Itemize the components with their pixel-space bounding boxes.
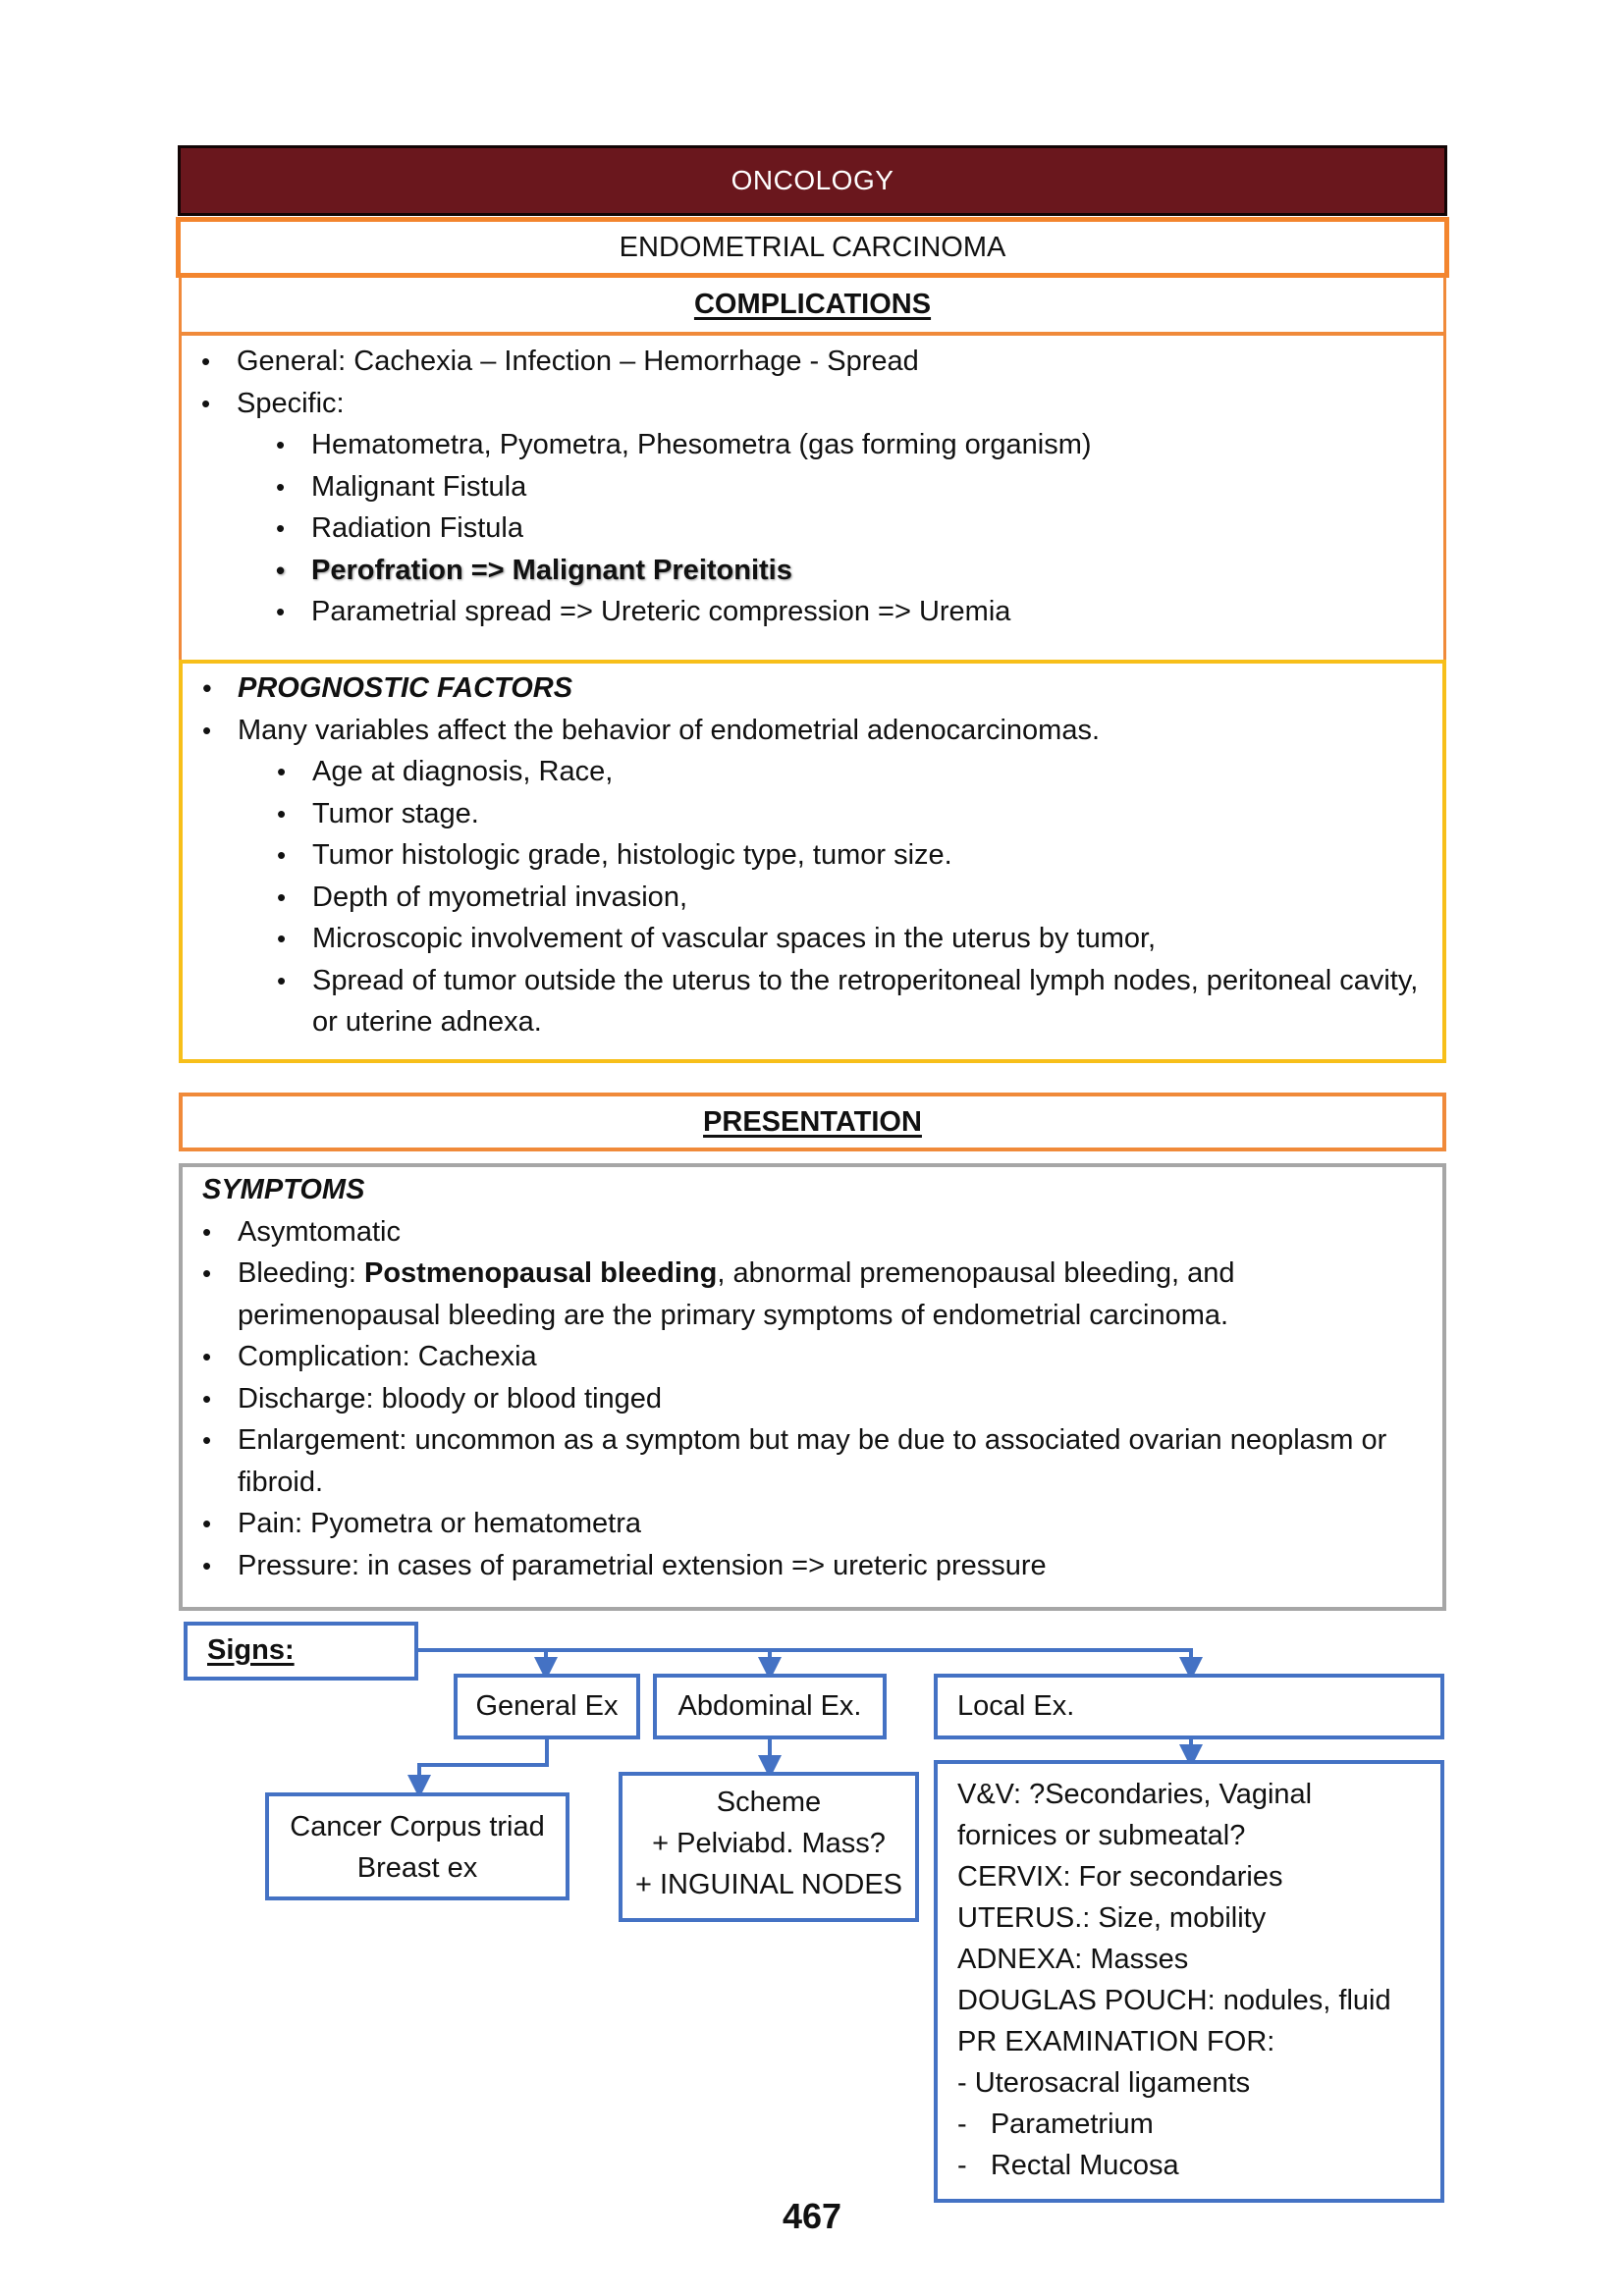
list-item: • Microscopic involvement of vascular spaces in the uterus by tumor,: [183, 918, 1442, 960]
topic-title: ENDOMETRIAL CARCINOMA: [619, 232, 1006, 263]
local-ex-detail-box: [934, 1760, 1444, 2203]
list-item: • Hematometra, Pyometra, Phesometra (gas forming organism): [182, 424, 1443, 466]
list-item: • Spread of tumor outside the uterus to the retroperitoneal lymph nodes, peritoneal cavity, or uterine adnexa.: [183, 960, 1442, 1043]
general-ex-box: [454, 1674, 640, 1739]
page-number: 467: [782, 2196, 842, 2236]
detail-line: UTERUS.: Size, mobility: [957, 1902, 1267, 1934]
detail-line: PR EXAMINATION FOR:: [957, 2026, 1275, 2057]
abdominal-ex-label: Abdominal Ex.: [677, 1690, 862, 1722]
symptom-text: , abnormal premenopausal bleeding, and perimenopausal bleeding are the primary symptoms of endometrial carcinoma.: [238, 1257, 1235, 1331]
list-item: • Tumor histologic grade, histologic type, tumor size.: [183, 834, 1442, 877]
abdominal-ex-detail-box: [619, 1772, 919, 1922]
signs-box: [184, 1622, 418, 1681]
list-item: • Parametrial spread => Ureteric compression => Uremia: [182, 591, 1443, 633]
detail-line: - Rectal Mucosa: [957, 2150, 1179, 2181]
detail-line: - Parametrium: [957, 2109, 1154, 2140]
list-item: • Depth of myometrial invasion,: [183, 877, 1442, 919]
list-item-highlight: • Perofration => Malignant Preitonitis: [182, 550, 1443, 592]
detail-line: + INGUINAL NODES: [634, 1869, 903, 1900]
symptoms-title: SYMPTOMS: [202, 1174, 365, 1205]
detail-line: Cancer Corpus triad: [290, 1811, 545, 1842]
general-ex-detail-box: [265, 1792, 569, 1900]
list-item: • Pain: Pyometra or hematometra: [183, 1503, 1442, 1545]
detail-line: Breast ex: [356, 1852, 478, 1884]
list-item: • Enlargement: uncommon as a symptom but may be due to associated ovarian neoplasm or fibroid.: [183, 1419, 1442, 1503]
list-item: • Pressure: in cases of parametrial extension => ureteric pressure: [183, 1545, 1442, 1587]
list-item: • Malignant Fistula: [182, 466, 1443, 508]
list-item: • General: Cachexia – Infection – Hemorrhage - Spread: [182, 341, 1443, 383]
detail-line: + Pelviabd. Mass?: [652, 1828, 886, 1859]
detail-line: Scheme: [716, 1787, 822, 1818]
abdominal-ex-box: [653, 1674, 887, 1739]
complications-heading: COMPLICATIONS: [693, 289, 932, 320]
list-item: • Radiation Fistula: [182, 507, 1443, 550]
signs-label: Signs:: [207, 1634, 295, 1666]
prognostic-heading: • PROGNOSTIC FACTORS: [183, 667, 1442, 710]
symptom-emphasis: Postmenopausal bleeding: [364, 1257, 718, 1289]
general-ex-label: General Ex: [475, 1690, 619, 1722]
symptom-prefix: Bleeding:: [238, 1257, 364, 1289]
presentation-heading: PRESENTATION: [703, 1106, 922, 1138]
detail-line: fornices or submeatal?: [957, 1820, 1246, 1851]
banner-title: ONCOLOGY: [731, 165, 894, 195]
detail-line: DOUGLAS POUCH: nodules, fluid: [957, 1985, 1391, 2016]
list-item: • Tumor stage.: [183, 793, 1442, 835]
local-ex-label: Local Ex.: [957, 1690, 1075, 1722]
list-item: • Age at diagnosis, Race,: [183, 751, 1442, 793]
detail-line: V&V: ?Secondaries, Vaginal: [957, 1779, 1313, 1810]
local-ex-box: [934, 1674, 1444, 1739]
list-item: • Asymtomatic: [183, 1211, 1442, 1254]
detail-line: ADNEXA: Masses: [957, 1944, 1189, 1975]
list-item: • Many variables affect the behavior of endometrial adenocarcinomas.: [183, 710, 1442, 752]
list-item: • Discharge: bloody or blood tinged: [183, 1378, 1442, 1420]
detail-line: - Uterosacral ligaments: [957, 2067, 1251, 2099]
detail-line: CERVIX: For secondaries: [957, 1861, 1283, 1893]
list-item: • Complication: Cachexia: [183, 1336, 1442, 1378]
list-item: • Specific:: [182, 383, 1443, 425]
